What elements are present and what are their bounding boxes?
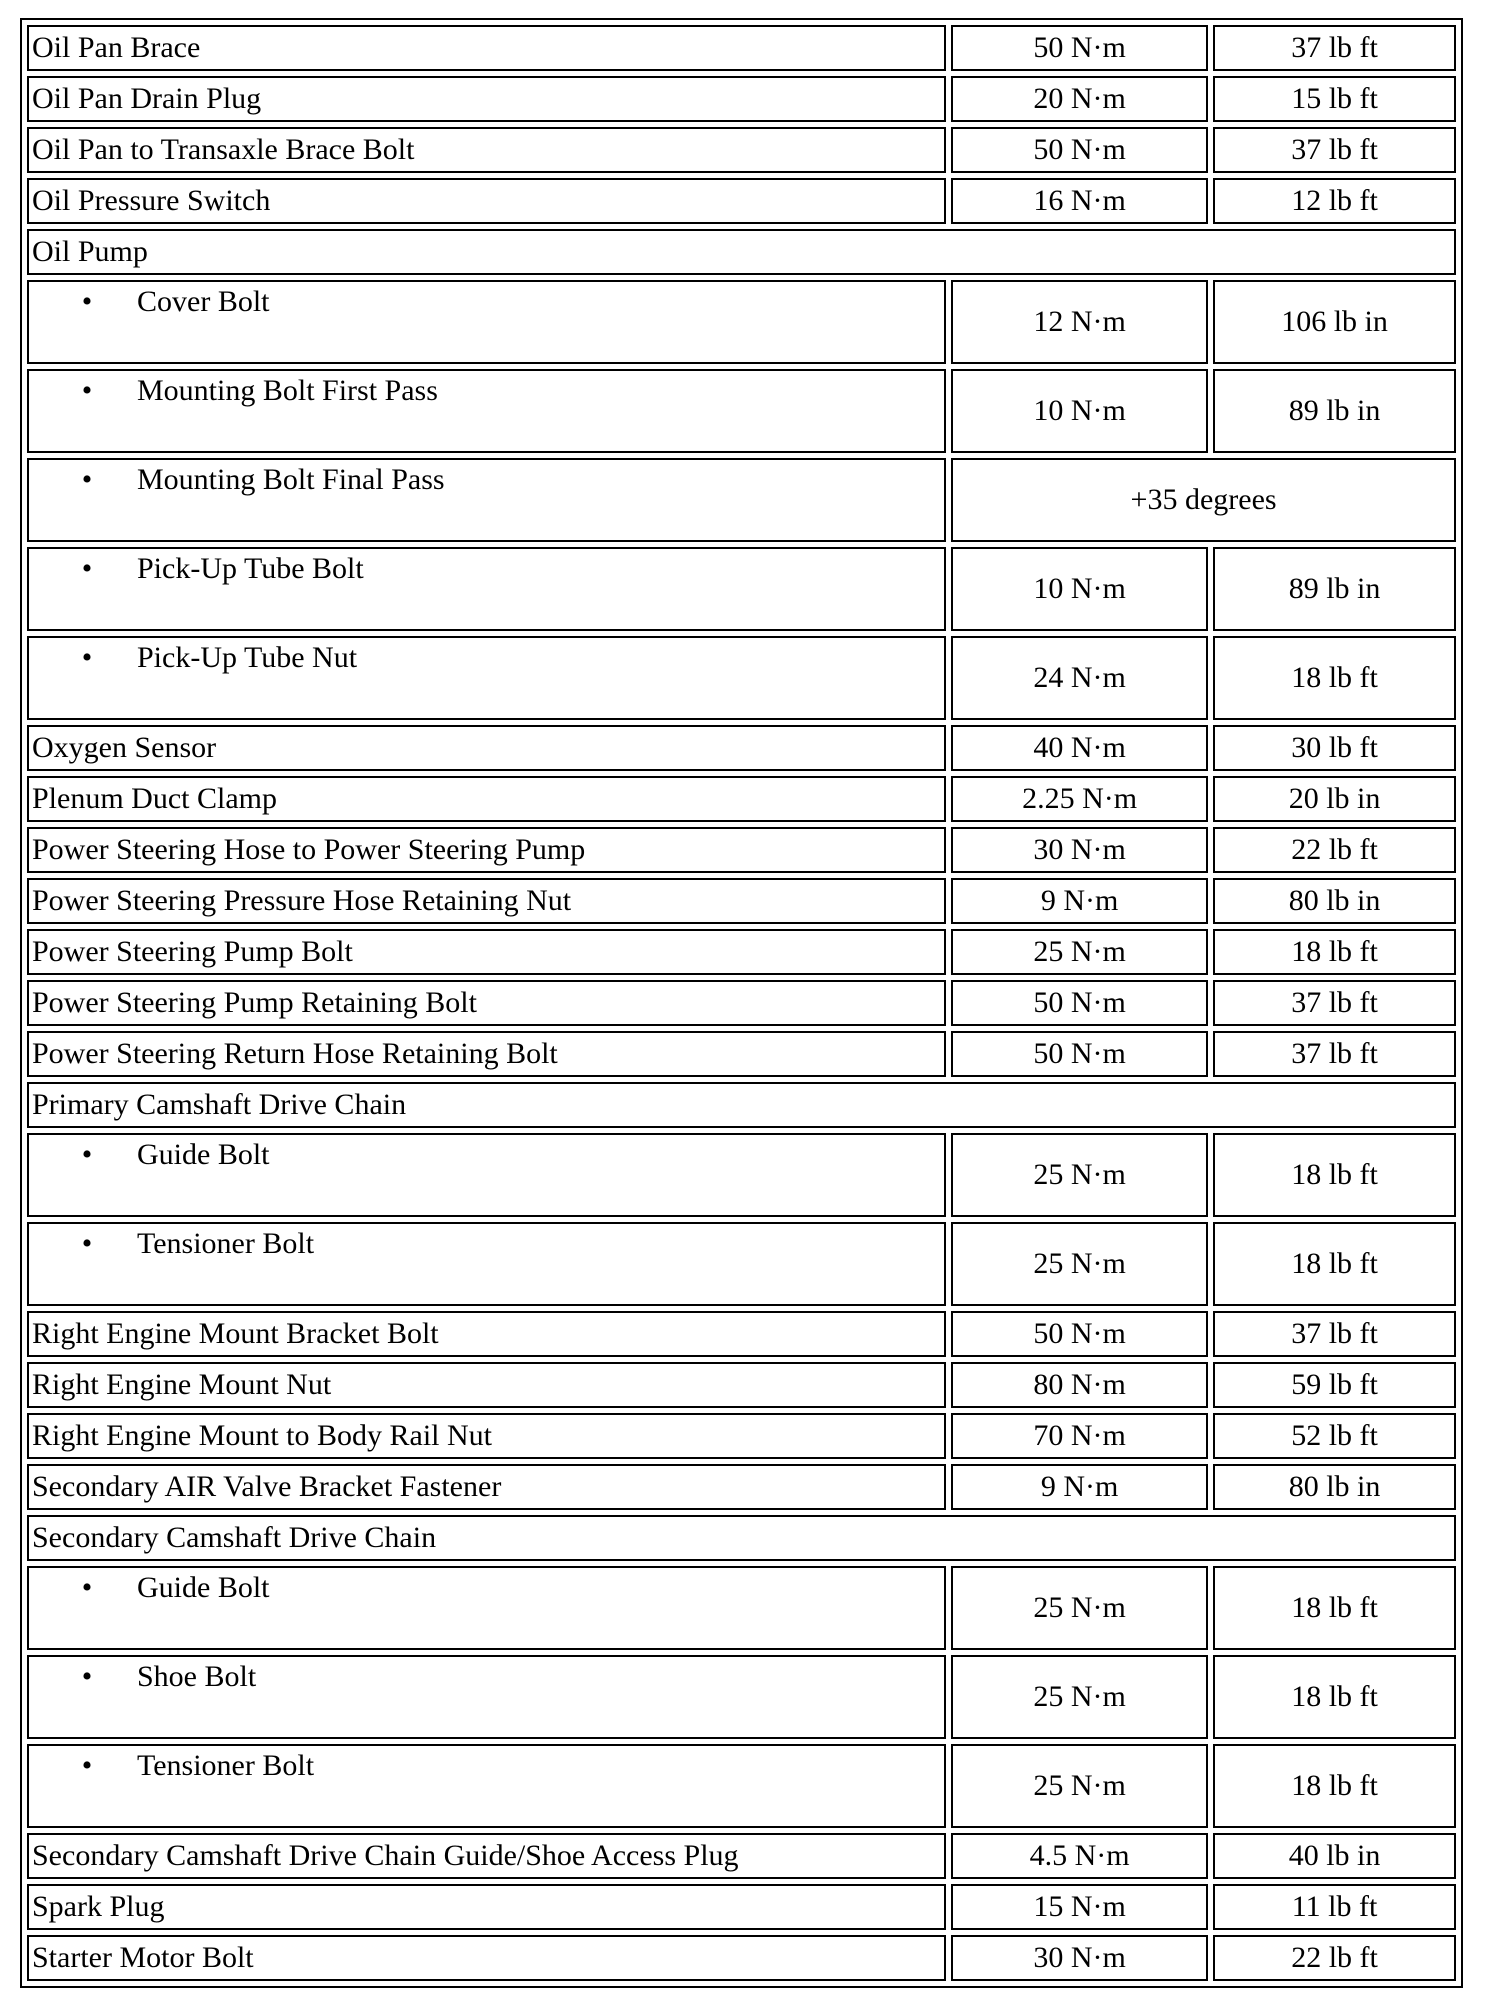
english-value: 106 lb in: [1213, 280, 1456, 364]
metric-value: 24 N·m: [951, 636, 1208, 720]
table-row: [27, 725, 1456, 771]
table-row: [27, 369, 1456, 453]
metric-value: 30 N·m: [951, 827, 1208, 873]
table-row: [27, 1515, 1456, 1561]
sub-component-cell: [27, 1133, 946, 1217]
metric-value: 9 N·m: [951, 878, 1208, 924]
table-row: [27, 1833, 1456, 1879]
table-row: [27, 776, 1456, 822]
component-name: Starter Motor Bolt: [27, 1935, 946, 1981]
bullet-icon: •: [81, 641, 93, 674]
english-value: 15 lb ft: [1213, 76, 1456, 122]
component-name: Power Steering Hose to Power Steering Pump: [27, 827, 946, 873]
sub-component-cell: [27, 636, 946, 720]
metric-value: 40 N·m: [951, 725, 1208, 771]
component-name: Oil Pressure Switch: [27, 178, 946, 224]
english-value: 30 lb ft: [1213, 725, 1456, 771]
table-row: [27, 76, 1456, 122]
english-value: 37 lb ft: [1213, 1311, 1456, 1357]
english-value: 80 lb in: [1213, 1464, 1456, 1510]
metric-value: 50 N·m: [951, 1311, 1208, 1357]
component-name: Oil Pan to Transaxle Brace Bolt: [27, 127, 946, 173]
sub-component-name: Mounting Bolt Final Pass: [137, 463, 445, 496]
english-value: 37 lb ft: [1213, 1031, 1456, 1077]
english-value: 22 lb ft: [1213, 1935, 1456, 1981]
english-value: 37 lb ft: [1213, 25, 1456, 71]
metric-value: 9 N·m: [951, 1464, 1208, 1510]
table-row: [27, 458, 1456, 542]
table-row: [27, 827, 1456, 873]
torque-spec-table-body: [27, 25, 1456, 1981]
table-row: [27, 1413, 1456, 1459]
component-name: Right Engine Mount Nut: [27, 1362, 946, 1408]
table-row: [27, 1655, 1456, 1739]
bullet-icon: •: [81, 1227, 93, 1260]
component-name: Right Engine Mount Bracket Bolt: [27, 1311, 946, 1357]
table-row: [27, 1362, 1456, 1408]
sub-component-name: Guide Bolt: [137, 1138, 270, 1171]
sub-component-cell: [27, 1222, 946, 1306]
sub-component-name: Tensioner Bolt: [137, 1749, 315, 1782]
torque-spec-table-frame: [20, 18, 1463, 1988]
table-row: [27, 229, 1456, 275]
table-row: [27, 878, 1456, 924]
sub-component-name: Shoe Bolt: [137, 1660, 257, 1693]
english-value: 52 lb ft: [1213, 1413, 1456, 1459]
table-row: [27, 1884, 1456, 1930]
english-value: 37 lb ft: [1213, 980, 1456, 1026]
table-row: [27, 1935, 1456, 1981]
component-name: Oil Pan Drain Plug: [27, 76, 946, 122]
metric-value: 25 N·m: [951, 1744, 1208, 1828]
english-value: 18 lb ft: [1213, 1655, 1456, 1739]
table-row: [27, 1464, 1456, 1510]
component-name: Oil Pan Brace: [27, 25, 946, 71]
english-value: 18 lb ft: [1213, 636, 1456, 720]
table-row: [27, 1031, 1456, 1077]
bullet-icon: •: [81, 285, 93, 318]
table-row: [27, 547, 1456, 631]
metric-value: 50 N·m: [951, 25, 1208, 71]
english-value: 18 lb ft: [1213, 1566, 1456, 1650]
angle-value: +35 degrees: [951, 458, 1456, 542]
sub-component-cell: [27, 1566, 946, 1650]
table-row: [27, 980, 1456, 1026]
component-name: Right Engine Mount to Body Rail Nut: [27, 1413, 946, 1459]
metric-value: 2.25 N·m: [951, 776, 1208, 822]
english-value: 59 lb ft: [1213, 1362, 1456, 1408]
bullet-icon: •: [81, 1571, 93, 1604]
table-row: [27, 929, 1456, 975]
metric-value: 25 N·m: [951, 929, 1208, 975]
table-row: [27, 178, 1456, 224]
metric-value: 4.5 N·m: [951, 1833, 1208, 1879]
metric-value: 50 N·m: [951, 127, 1208, 173]
sub-component-cell: [27, 369, 946, 453]
component-name: Power Steering Pump Retaining Bolt: [27, 980, 946, 1026]
sub-component-cell: [27, 547, 946, 631]
sub-component-name: Guide Bolt: [137, 1571, 270, 1604]
component-name: Plenum Duct Clamp: [27, 776, 946, 822]
component-name: Oxygen Sensor: [27, 725, 946, 771]
metric-value: 12 N·m: [951, 280, 1208, 364]
torque-spec-table: [22, 20, 1461, 1986]
bullet-icon: •: [81, 1138, 93, 1171]
sub-component-name: Pick-Up Tube Bolt: [137, 552, 364, 585]
metric-value: 50 N·m: [951, 980, 1208, 1026]
metric-value: 50 N·m: [951, 1031, 1208, 1077]
metric-value: 80 N·m: [951, 1362, 1208, 1408]
english-value: 89 lb in: [1213, 369, 1456, 453]
table-row: [27, 25, 1456, 71]
english-value: 22 lb ft: [1213, 827, 1456, 873]
english-value: 40 lb in: [1213, 1833, 1456, 1879]
table-row: [27, 280, 1456, 364]
table-row: [27, 1311, 1456, 1357]
component-name: Power Steering Pressure Hose Retaining Nut: [27, 878, 946, 924]
english-value: 18 lb ft: [1213, 1744, 1456, 1828]
metric-value: 15 N·m: [951, 1884, 1208, 1930]
component-name: Secondary AIR Valve Bracket Fastener: [27, 1464, 946, 1510]
metric-value: 25 N·m: [951, 1133, 1208, 1217]
english-value: 18 lb ft: [1213, 1133, 1456, 1217]
english-value: 11 lb ft: [1213, 1884, 1456, 1930]
sub-component-cell: [27, 1655, 946, 1739]
group-heading: Primary Camshaft Drive Chain: [27, 1082, 1456, 1128]
english-value: 37 lb ft: [1213, 127, 1456, 173]
group-heading: Oil Pump: [27, 229, 1456, 275]
bullet-icon: •: [81, 1749, 93, 1782]
table-row: [27, 1222, 1456, 1306]
metric-value: 70 N·m: [951, 1413, 1208, 1459]
table-row: [27, 1133, 1456, 1217]
metric-value: 10 N·m: [951, 547, 1208, 631]
table-row: [27, 636, 1456, 720]
english-value: 89 lb in: [1213, 547, 1456, 631]
sub-component-cell: [27, 458, 946, 542]
metric-value: 20 N·m: [951, 76, 1208, 122]
metric-value: 25 N·m: [951, 1222, 1208, 1306]
sub-component-name: Pick-Up Tube Nut: [137, 641, 358, 674]
sub-component-name: Mounting Bolt First Pass: [137, 374, 438, 407]
metric-value: 25 N·m: [951, 1566, 1208, 1650]
bullet-icon: •: [81, 1660, 93, 1693]
component-name: Power Steering Pump Bolt: [27, 929, 946, 975]
component-name: Secondary Camshaft Drive Chain Guide/Shoe Access Plug: [27, 1833, 946, 1879]
english-value: 80 lb in: [1213, 878, 1456, 924]
english-value: 18 lb ft: [1213, 1222, 1456, 1306]
sub-component-cell: [27, 1744, 946, 1828]
metric-value: 30 N·m: [951, 1935, 1208, 1981]
component-name: Power Steering Return Hose Retaining Bolt: [27, 1031, 946, 1077]
group-heading: Secondary Camshaft Drive Chain: [27, 1515, 1456, 1561]
metric-value: 10 N·m: [951, 369, 1208, 453]
sub-component-name: Cover Bolt: [137, 285, 270, 318]
component-name: Spark Plug: [27, 1884, 946, 1930]
metric-value: 25 N·m: [951, 1655, 1208, 1739]
bullet-icon: •: [81, 374, 93, 407]
table-row: [27, 1744, 1456, 1828]
table-row: [27, 1082, 1456, 1128]
table-row: [27, 127, 1456, 173]
english-value: 18 lb ft: [1213, 929, 1456, 975]
english-value: 12 lb ft: [1213, 178, 1456, 224]
bullet-icon: •: [81, 552, 93, 585]
sub-component-cell: [27, 280, 946, 364]
sub-component-name: Tensioner Bolt: [137, 1227, 315, 1260]
table-row: [27, 1566, 1456, 1650]
metric-value: 16 N·m: [951, 178, 1208, 224]
english-value: 20 lb in: [1213, 776, 1456, 822]
bullet-icon: •: [81, 463, 93, 496]
